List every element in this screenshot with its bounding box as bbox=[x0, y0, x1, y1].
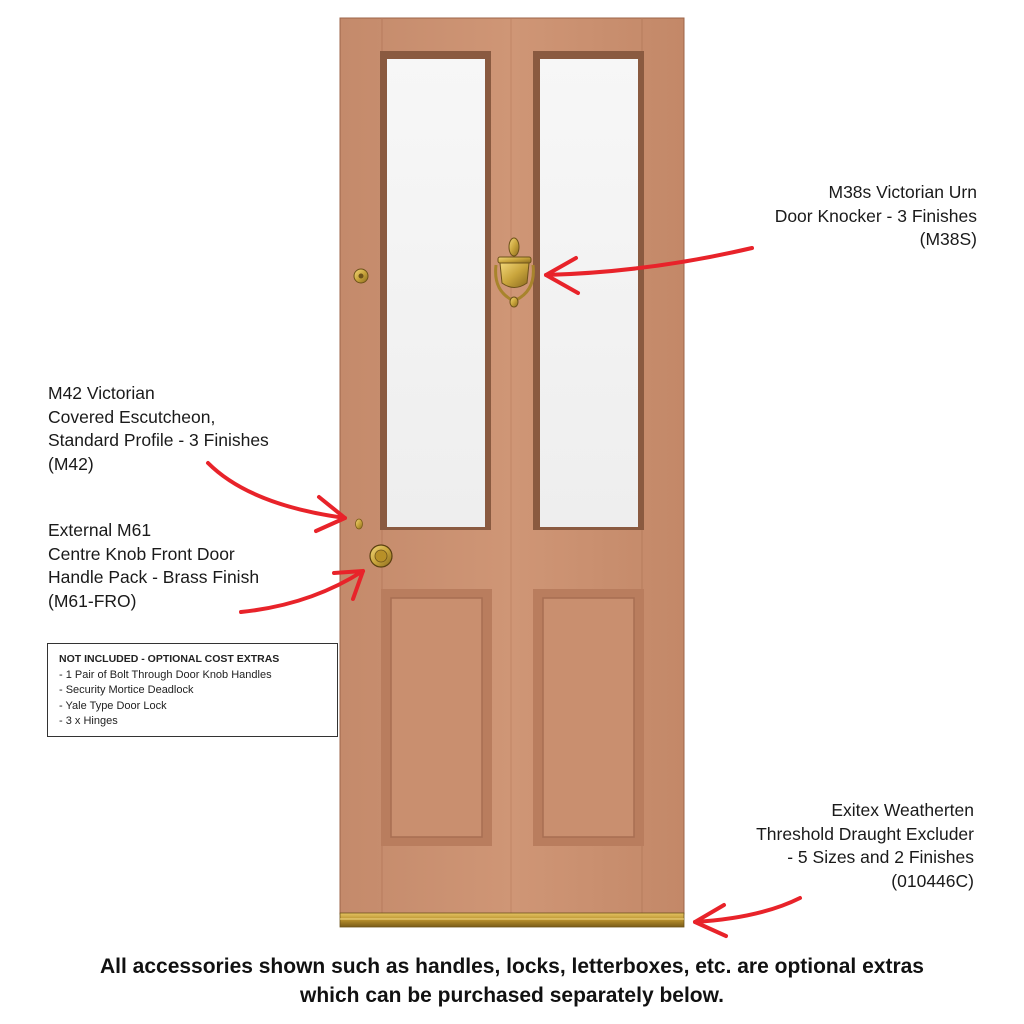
knocker-callout-line: M38s Victorian Urn bbox=[828, 182, 977, 202]
excluder-callout-line: Threshold Draught Excluder bbox=[756, 823, 974, 844]
left-lower-panel bbox=[381, 589, 492, 846]
optional-extras-item: - 3 x Hinges bbox=[59, 715, 118, 727]
escutcheon-callout-line: Standard Profile - 3 Finishes bbox=[48, 430, 269, 450]
optional-extras-item: - 1 Pair of Bolt Through Door Knob Handles bbox=[59, 668, 272, 681]
arrow-to-threshold bbox=[695, 898, 800, 936]
escutcheon-callout-line: Covered Escutcheon, bbox=[48, 406, 216, 427]
excluder-callout-code: (010446C) bbox=[891, 870, 974, 891]
door bbox=[340, 18, 684, 914]
knocker-callout bbox=[775, 181, 977, 252]
excluder-callout bbox=[756, 799, 974, 893]
optional-extras-item: - Security Mortice Deadlock bbox=[59, 684, 194, 696]
knob-callout-line: Centre Knob Front Door bbox=[48, 543, 235, 564]
deadlock-cylinder bbox=[354, 269, 368, 283]
knocker-callout-code: (M38S) bbox=[919, 229, 977, 249]
escutcheon-callout-line: M42 Victorian bbox=[48, 383, 155, 403]
knob-callout-line: External M61 bbox=[48, 520, 152, 540]
right-lower-panel bbox=[533, 589, 644, 846]
optional-extras-heading: NOT INCLUDED - OPTIONAL COST EXTRAS bbox=[59, 653, 280, 665]
excluder-callout-line: - 5 Sizes and 2 Finishes bbox=[787, 847, 974, 867]
knob-callout-code: (M61-FRO) bbox=[48, 590, 137, 611]
knob-callout bbox=[48, 519, 259, 613]
footer-note bbox=[0, 952, 1024, 1010]
optional-extras-box bbox=[47, 643, 338, 737]
excluder-callout-line: Exitex Weatherten bbox=[831, 800, 974, 820]
footer-note-line: All accessories shown such as handles, locks, letterboxes, etc. are optional extras bbox=[99, 955, 924, 978]
knocker-callout-line: Door Knocker - 3 Finishes bbox=[774, 205, 977, 226]
escutcheon bbox=[356, 519, 363, 529]
escutcheon-callout bbox=[48, 382, 269, 476]
left-glass-pane bbox=[380, 51, 491, 530]
escutcheon-callout-code: (M42) bbox=[48, 453, 94, 474]
footer-note-line: which can be purchased separately below. bbox=[299, 984, 725, 1007]
knob-callout-line: Handle Pack - Brass Finish bbox=[48, 567, 260, 587]
right-glass-pane bbox=[533, 51, 644, 530]
centre-door-knob bbox=[370, 545, 392, 567]
optional-extras-item: - Yale Type Door Lock bbox=[59, 699, 167, 712]
threshold-draught-excluder bbox=[340, 913, 684, 927]
